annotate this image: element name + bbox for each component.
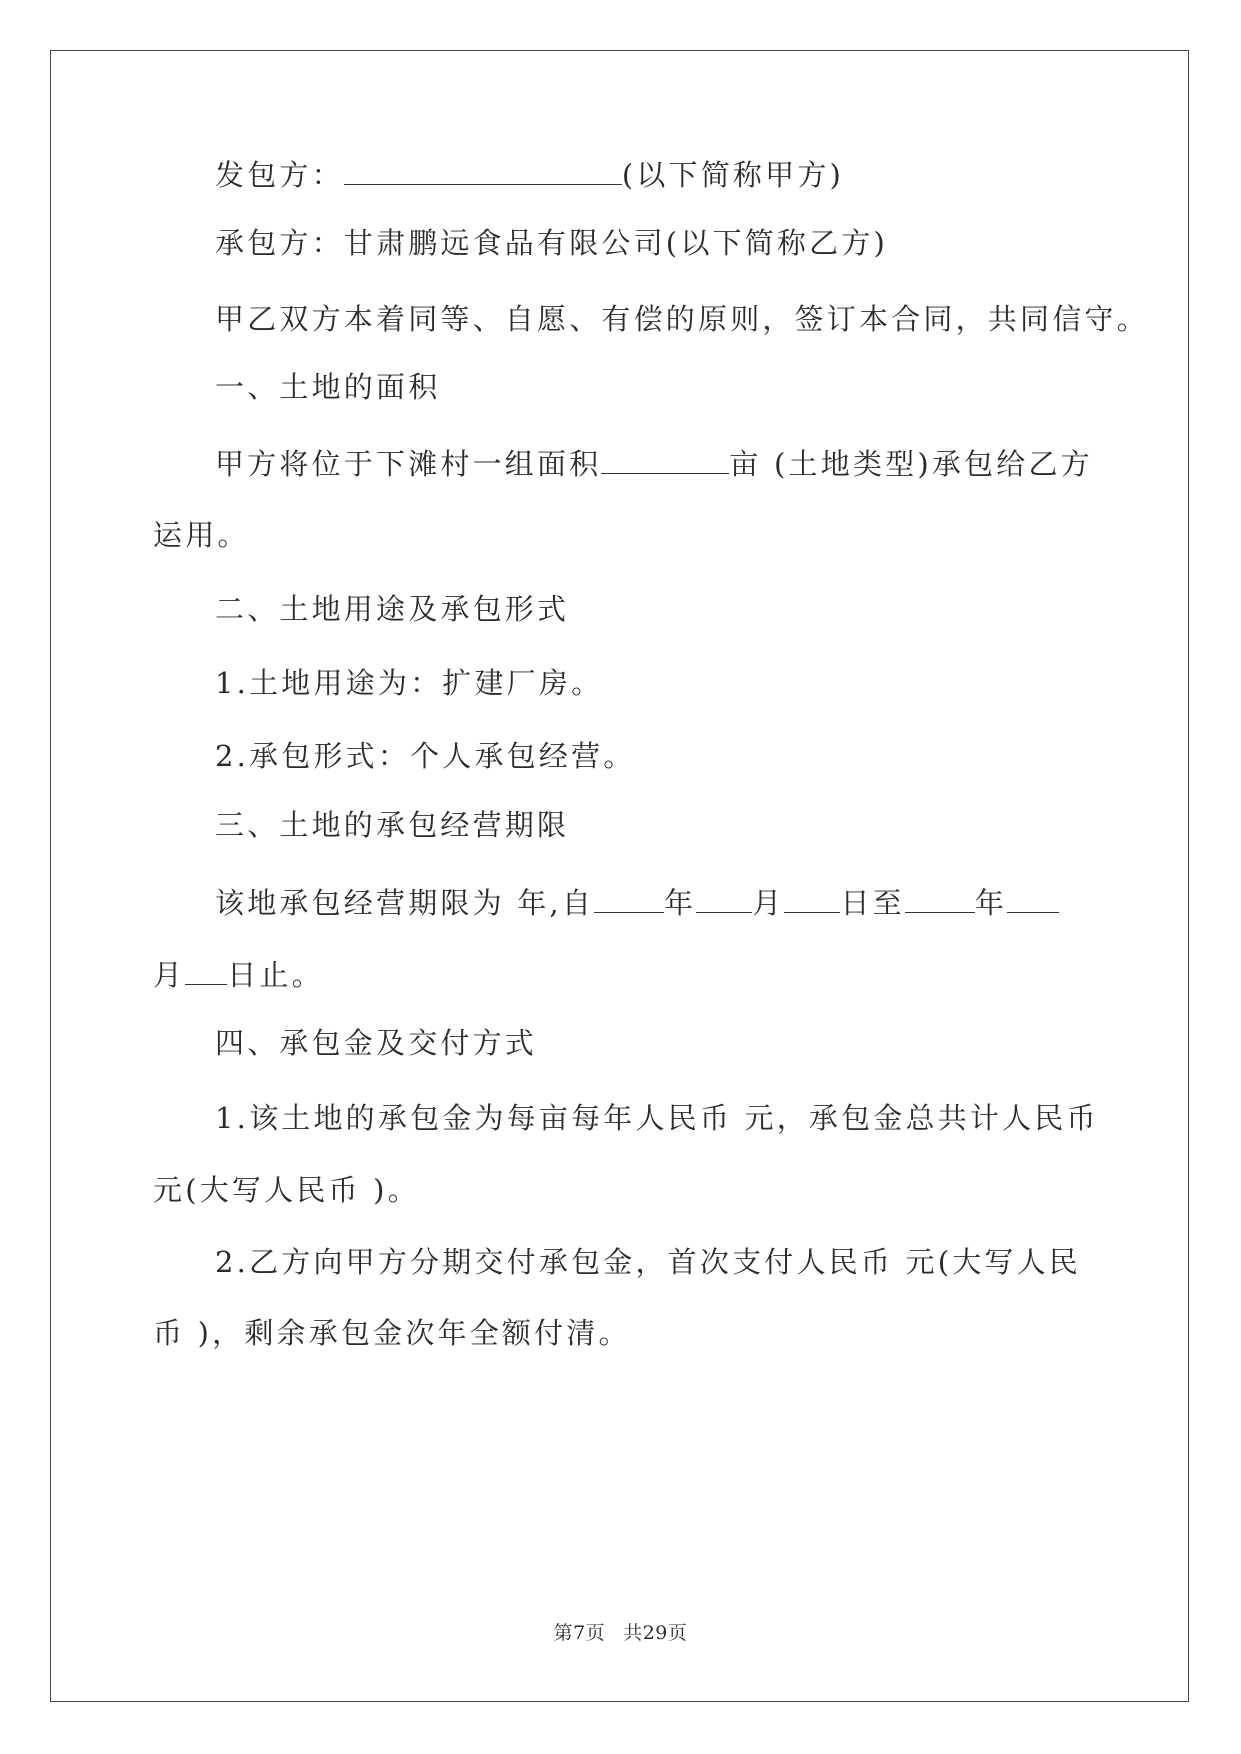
end-month-blank[interactable] (1007, 886, 1059, 913)
section-1-heading: 一、土地的面积 (215, 370, 441, 404)
page-number: 第7页 (553, 1622, 606, 1644)
day-to-label: 日至 (840, 886, 905, 921)
end-day-blank[interactable] (185, 958, 227, 985)
party-a-blank[interactable] (344, 158, 622, 185)
party-b-line: 承包方：甘肃鹏远食品有限公司(以下简称乙方) (215, 226, 889, 260)
year-label-2: 年 (974, 886, 1008, 921)
party-a-label: 发包方： (215, 158, 344, 193)
area-text-prefix: 甲方将位于下滩村一组面积 (215, 447, 602, 482)
start-month-blank[interactable] (696, 886, 752, 913)
day-end-label: 日止。 (227, 958, 324, 993)
section-2-heading: 二、土地用途及承包形式 (215, 592, 570, 626)
year-label-1: 年 (664, 886, 697, 921)
area-blank[interactable] (601, 447, 729, 474)
end-year-blank[interactable] (905, 886, 975, 913)
section-4-item-2-line2: 币 )，剩余承包金次年全额付清。 (153, 1316, 631, 1350)
page-total: 共29页 (623, 1622, 688, 1644)
section-4-item-1-line2: 元(大写人民币 )。 (153, 1173, 420, 1207)
section-3-heading: 三、土地的承包经营期限 (215, 808, 570, 842)
area-text-suffix: 亩 (土地类型)承包给乙方 (729, 447, 1093, 482)
section-4-item-2-line1: 2.乙方向甲方分期交付承包金，首次支付人民币 元(大写人民 (215, 1245, 1082, 1279)
party-a-line (215, 158, 845, 193)
section-4-heading: 四、承包金及交付方式 (215, 1026, 538, 1060)
intro-paragraph: 甲乙双方本着同等、自愿、有偿的原则，签订本合同，共同信守。 (215, 302, 1149, 336)
page-footer (0, 1618, 1241, 1645)
start-day-blank[interactable] (784, 886, 840, 913)
party-a-suffix: (以下简称甲方) (621, 158, 845, 193)
section-1-paragraph-line1 (215, 447, 1093, 482)
section-4-item-1-line1: 1.该土地的承包金为每亩每年人民币 元，承包金总共计人民币 (215, 1101, 1099, 1135)
page-border (50, 50, 1189, 1702)
section-2-item-1: 1.土地用途为：扩建厂房。 (215, 666, 604, 700)
term-line-1 (215, 886, 1059, 921)
month-label-1: 月 (752, 886, 785, 921)
month-label-2: 月 (153, 958, 186, 993)
start-year-blank[interactable] (594, 886, 664, 913)
section-2-item-2: 2.承包形式：个人承包经营。 (215, 739, 636, 773)
term-prefix: 该地承包经营期限为 年,自 (215, 886, 595, 921)
term-line-2 (153, 958, 324, 993)
section-1-paragraph-line2: 运用。 (153, 518, 250, 552)
